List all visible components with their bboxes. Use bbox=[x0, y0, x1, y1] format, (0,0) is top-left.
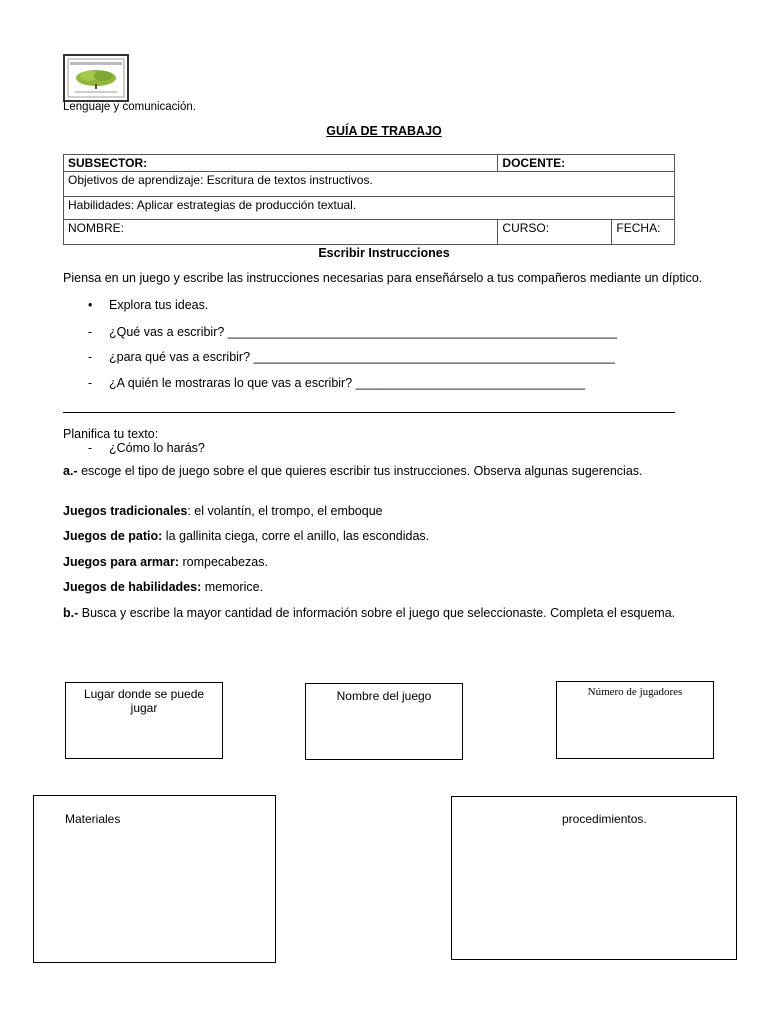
plan-question: ¿Cómo lo harás? bbox=[109, 441, 205, 455]
lugar-box[interactable] bbox=[65, 682, 223, 759]
game-item bbox=[63, 581, 705, 594]
dash-marker: - bbox=[88, 376, 93, 390]
page-title: GUÍA DE TRABAJO bbox=[326, 124, 442, 138]
procedimientos-box[interactable] bbox=[451, 796, 737, 960]
curso-cell: CURSO: bbox=[498, 220, 612, 245]
question-para-que[interactable]: ¿para qué vas a escribir? ____________________________________________________ bbox=[109, 350, 616, 364]
game-label: Juegos de habilidades: bbox=[63, 580, 202, 594]
tree-emblem-icon bbox=[65, 56, 127, 100]
numero-jugadores-label: Número de jugadores bbox=[587, 686, 683, 698]
answer-line[interactable] bbox=[63, 412, 675, 413]
game-item bbox=[63, 505, 705, 518]
objetivos-cell: Objetivos de aprendizaje: Escritura de textos instructivos. bbox=[64, 172, 675, 197]
step-a-text: escoge el tipo de juego sobre el que quieres escribir tus instrucciones. Observa algunas sugerencias. bbox=[77, 464, 643, 478]
game-item bbox=[63, 530, 705, 543]
section-title: Escribir Instrucciones bbox=[318, 246, 450, 260]
game-text: : el volantín, el trompo, el emboque bbox=[187, 504, 383, 518]
procedimientos-label: procedimientos. bbox=[562, 812, 647, 826]
game-label: Juegos tradicionales bbox=[63, 504, 188, 518]
nombre-juego-box[interactable] bbox=[305, 683, 463, 760]
dash-marker: - bbox=[88, 441, 93, 455]
game-text: rompecabezas. bbox=[179, 555, 268, 569]
game-text: memorice. bbox=[201, 580, 264, 594]
numero-jugadores-box[interactable] bbox=[556, 681, 714, 759]
game-item bbox=[63, 556, 705, 569]
lugar-label: Lugar donde se puede jugar bbox=[83, 687, 205, 715]
dash-marker: - bbox=[88, 350, 93, 364]
question-que[interactable]: ¿Qué vas a escribir? ________________________________________________________ bbox=[109, 325, 618, 339]
materiales-label: Materiales bbox=[65, 812, 121, 826]
subsector-cell: SUBSECTOR: bbox=[64, 155, 498, 172]
step-a bbox=[63, 465, 705, 478]
nombre-cell: NOMBRE: bbox=[64, 220, 498, 245]
game-label: Juegos de patio: bbox=[63, 529, 163, 543]
student-info-table bbox=[63, 154, 675, 245]
step-b bbox=[63, 607, 705, 620]
step-b-text: Busca y escribe la mayor cantidad de información sobre el juego que seleccionaste. Completa el esquema. bbox=[78, 606, 676, 620]
game-label: Juegos para armar: bbox=[63, 555, 180, 569]
explore-ideas: Explora tus ideas. bbox=[109, 298, 209, 312]
docente-cell: DOCENTE: bbox=[498, 155, 675, 172]
dash-marker: - bbox=[88, 325, 93, 339]
school-logo bbox=[63, 54, 129, 102]
nombre-juego-label: Nombre del juego bbox=[336, 689, 432, 703]
fecha-cell: FECHA: bbox=[612, 220, 675, 245]
bullet-dot-icon: • bbox=[88, 298, 93, 312]
habilidades-cell: Habilidades: Aplicar estrategias de producción textual. bbox=[64, 197, 675, 220]
intro-paragraph: Piensa en un juego y escribe las instrucciones necesarias para enseñárselo a tus compañeros mediante un díptico. bbox=[63, 271, 703, 285]
materiales-box[interactable] bbox=[33, 795, 276, 963]
question-a-quien[interactable]: ¿A quién le mostraras lo que vas a escribir? _________________________________ bbox=[109, 376, 586, 390]
game-text: la gallinita ciega, corre el anillo, las escondidas. bbox=[162, 529, 430, 543]
step-a-label: a.- bbox=[63, 464, 78, 478]
plan-title: Planifica tu texto: bbox=[63, 427, 159, 441]
step-b-label: b.- bbox=[63, 606, 79, 620]
subject-label: Lenguaje y comunicación. bbox=[63, 101, 196, 113]
